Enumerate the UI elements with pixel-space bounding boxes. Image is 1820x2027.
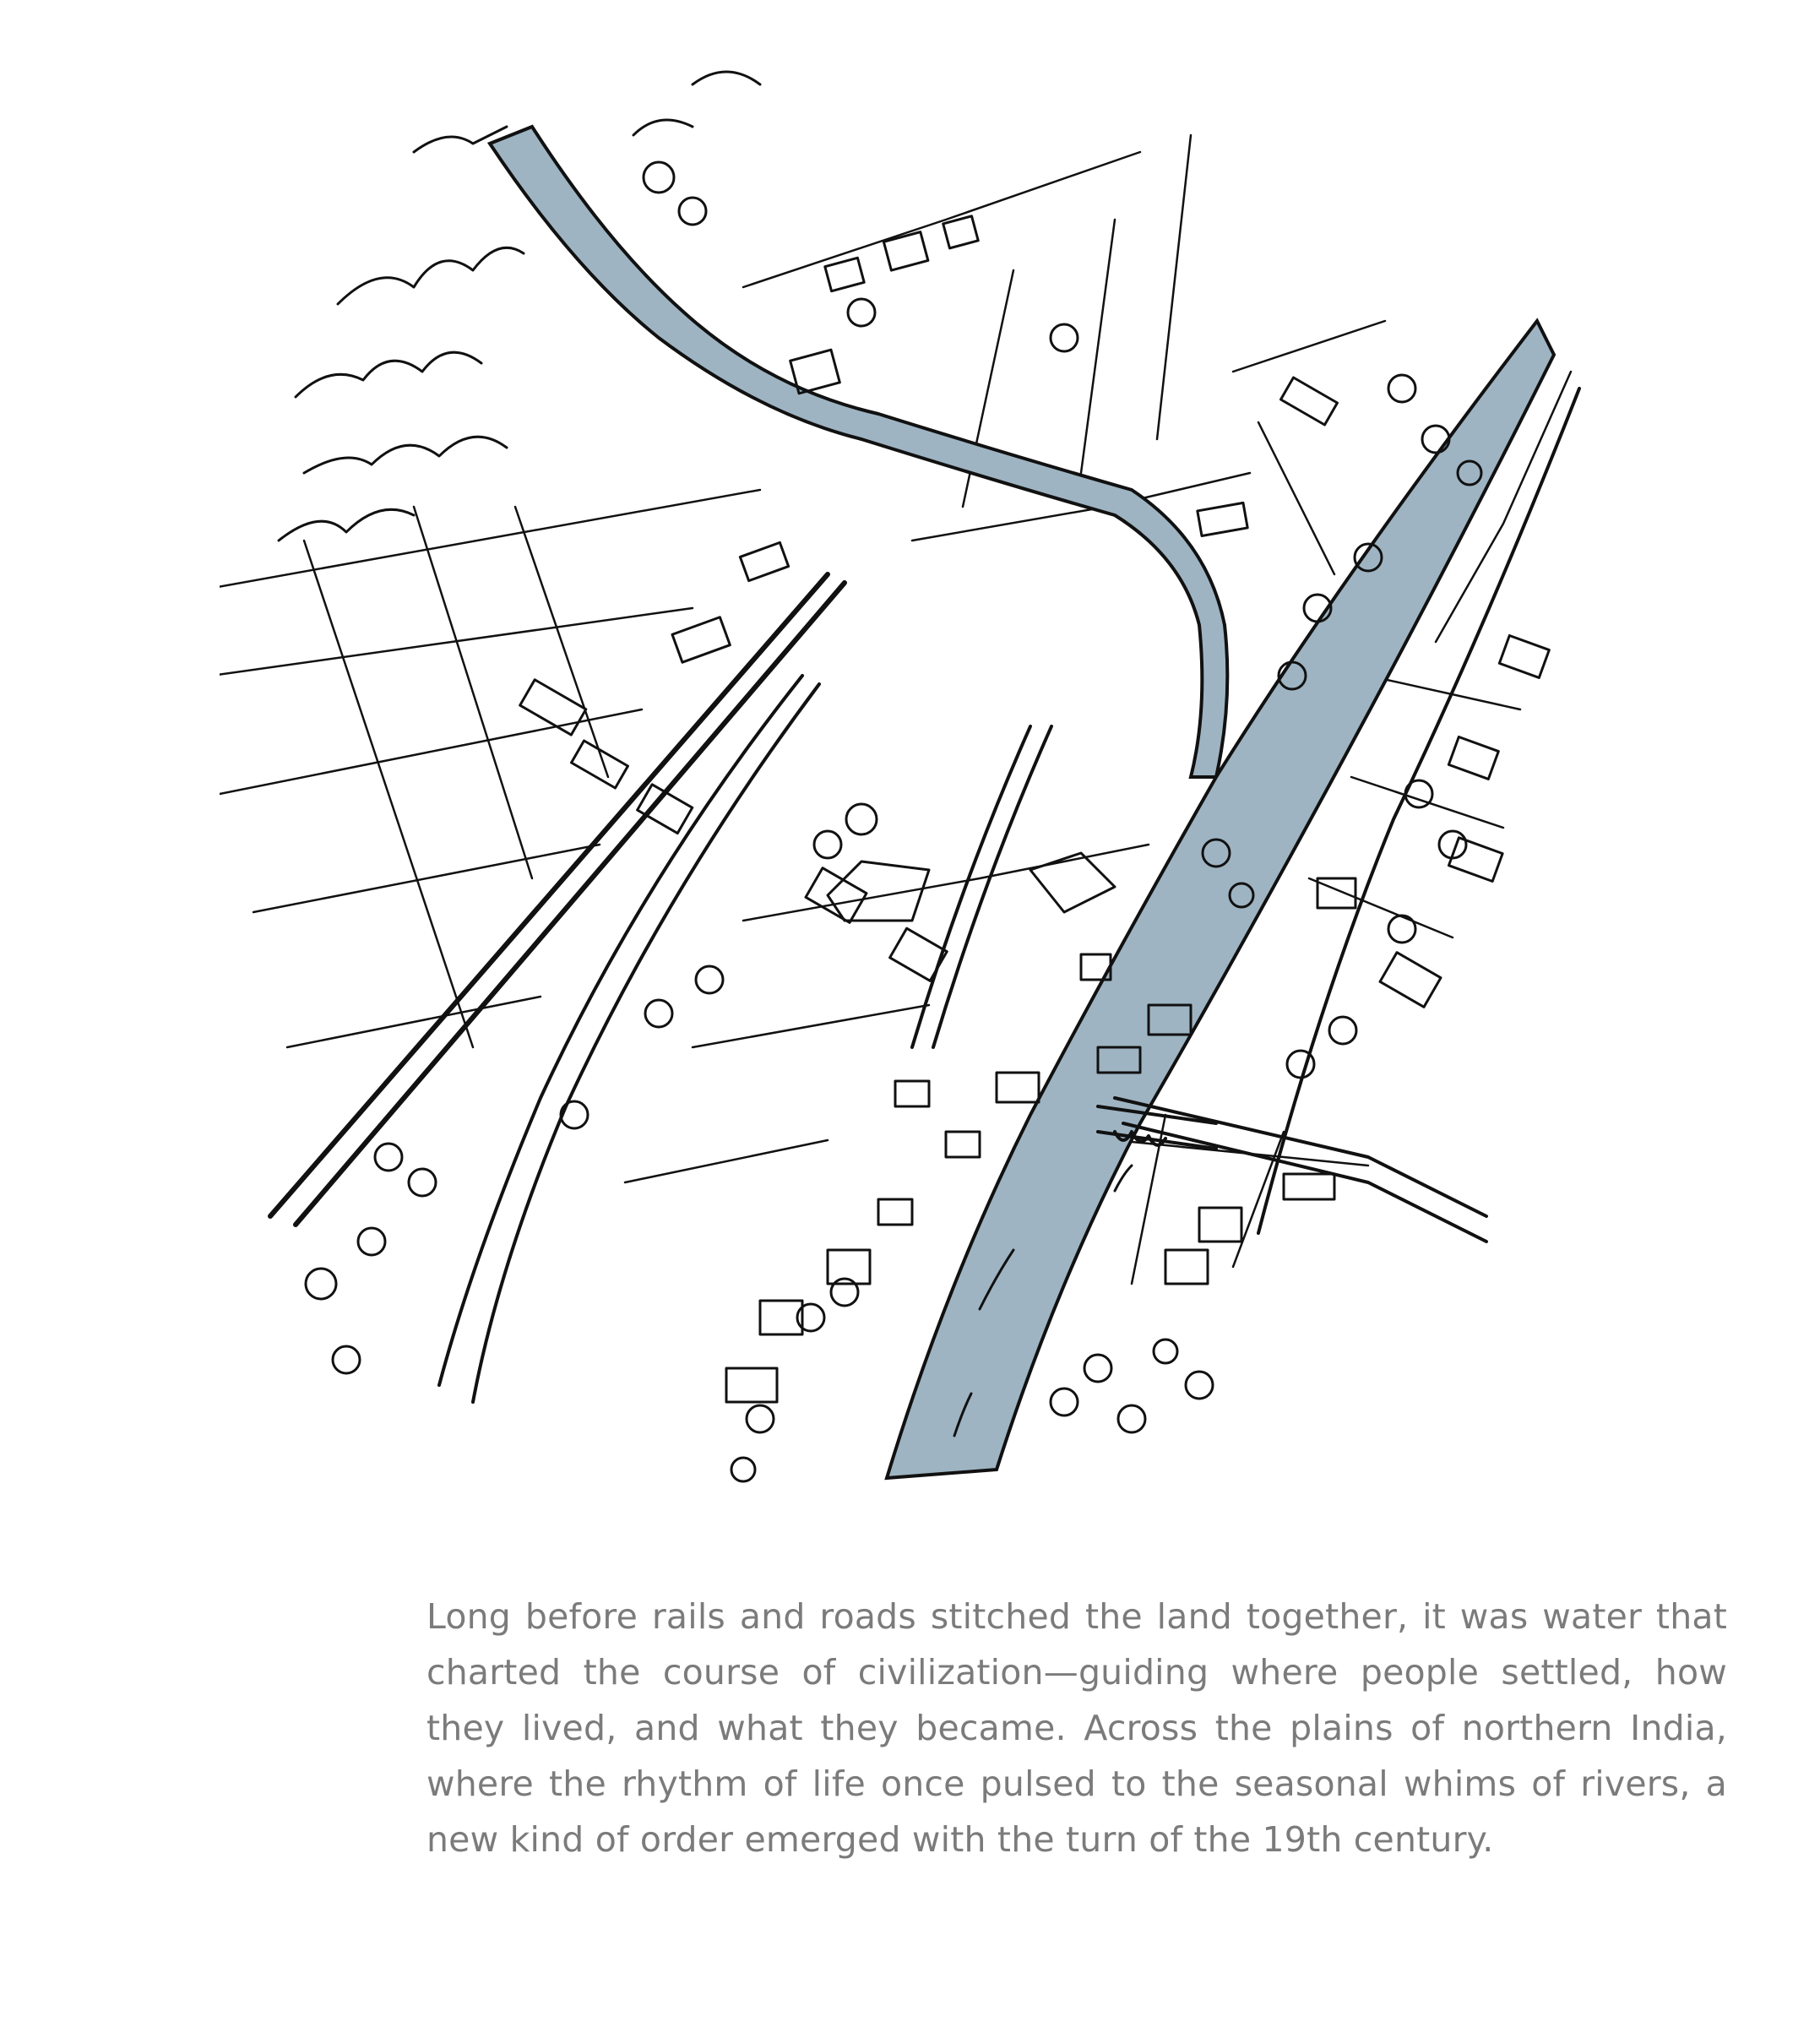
town-river-sketch (220, 34, 1622, 1529)
river-upper (490, 127, 1227, 777)
canal-main (887, 321, 1554, 1478)
caption-paragraph: Long before rails and roads stitched the land together, it was water that charted the course of civilization—guiding where people settled, how they lived, and what they became. Across the plains of northern India, where the rhythm of life once pulsed to the seasonal whims of rivers, a new kind of order emerged with the turn of the 19th century. (426, 1596, 1727, 1860)
